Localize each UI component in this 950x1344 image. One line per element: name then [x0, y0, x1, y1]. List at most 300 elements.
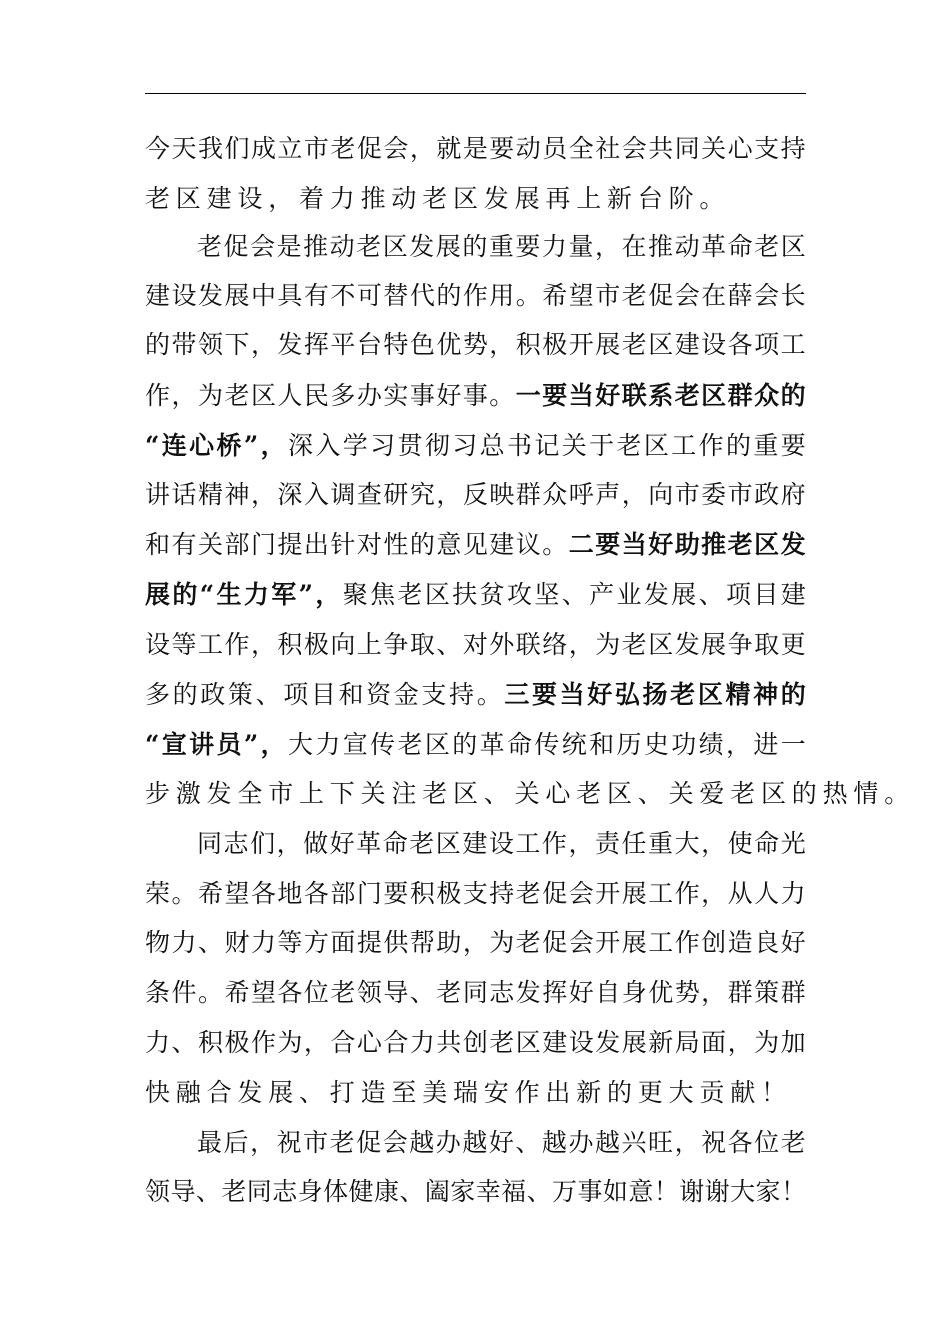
glyph: 为	[197, 381, 223, 410]
glyph: 讲	[145, 480, 171, 509]
glyph: 、	[515, 1128, 541, 1157]
glyph: 意	[628, 1177, 654, 1206]
glyph: 作	[674, 879, 700, 908]
glyph: 供	[383, 928, 409, 957]
glyph: 一	[780, 730, 806, 759]
glyph: 革	[701, 232, 727, 261]
glyph: 身	[297, 1177, 323, 1206]
glyph: 项	[283, 680, 309, 709]
glyph: 扬	[642, 680, 668, 709]
glyph: 产	[589, 580, 615, 609]
glyph: 老	[621, 330, 647, 359]
glyph: 越	[409, 1128, 435, 1157]
glyph: 的	[452, 730, 478, 759]
glyph: ，	[568, 630, 594, 659]
glyph: 老	[397, 580, 423, 609]
glyph: 长	[780, 281, 806, 310]
glyph: 的	[462, 232, 488, 261]
glyph: 为	[754, 1028, 780, 1057]
glyph: 宣	[342, 730, 368, 759]
glyph: 。	[476, 680, 502, 709]
glyph: 等	[277, 928, 303, 957]
glyph: 领	[145, 1177, 171, 1206]
glyph: 老	[489, 1028, 515, 1057]
glyph: 面	[330, 928, 356, 957]
glyph: 进	[753, 730, 779, 759]
glyph: ，	[260, 730, 286, 759]
glyph: 工	[648, 928, 674, 957]
glyph: 书	[507, 431, 533, 460]
glyph: 功	[671, 730, 697, 759]
glyph: 面	[701, 1028, 727, 1057]
glyph: 神	[753, 680, 779, 709]
glyph: ，	[726, 730, 752, 759]
glyph: 当	[621, 530, 647, 559]
glyph: 坚	[534, 580, 560, 609]
glyph: 设	[171, 281, 197, 310]
glyph: 区	[648, 630, 674, 659]
glyph: 万	[552, 1177, 578, 1206]
glyph: 的	[780, 381, 806, 410]
glyph: ，	[250, 1128, 276, 1157]
glyph: 自	[595, 978, 621, 1007]
glyph: 位	[303, 978, 329, 1007]
glyph: 力	[780, 879, 806, 908]
glyph: 老	[621, 630, 647, 659]
glyph: 事	[409, 381, 435, 410]
glyph: 发	[197, 281, 223, 310]
glyph: 调	[330, 480, 356, 509]
glyph: 办	[435, 1128, 461, 1157]
glyph: 大	[674, 829, 700, 858]
glyph: 命	[727, 232, 753, 261]
glyph: 精	[725, 680, 751, 709]
text-line	[197, 232, 806, 262]
glyph: 老	[329, 1128, 355, 1157]
glyph: 极	[436, 879, 462, 908]
glyph: 导	[170, 1177, 196, 1206]
glyph: 幸	[475, 1177, 501, 1206]
glyph: 展	[671, 580, 697, 609]
glyph: 当	[559, 680, 585, 709]
glyph: 向	[330, 630, 356, 659]
glyph: 势	[462, 330, 488, 359]
glyph: 办	[356, 381, 382, 410]
glyph: 好	[595, 381, 621, 410]
glyph: 研	[383, 480, 409, 509]
glyph: 业	[616, 580, 642, 609]
glyph: 有	[303, 281, 329, 310]
glyph: 要	[542, 381, 568, 410]
glyph: 习	[452, 431, 478, 460]
glyph: 支	[462, 879, 488, 908]
glyph: 在	[621, 232, 647, 261]
glyph: 开	[568, 330, 594, 359]
glyph: 学	[342, 431, 368, 460]
glyph: 大	[288, 730, 314, 759]
glyph: 项	[754, 330, 780, 359]
glyph: 积	[515, 330, 541, 359]
glyph: 作	[250, 1028, 276, 1057]
glyph: 会	[621, 134, 647, 163]
glyph: 积	[197, 1028, 223, 1057]
glyph: 区	[648, 330, 674, 359]
glyph: ，	[303, 1028, 329, 1057]
glyph: 络	[542, 630, 568, 659]
glyph: 意	[436, 530, 462, 559]
glyph: 资	[366, 680, 392, 709]
glyph: 发	[409, 232, 435, 261]
glyph: “	[199, 580, 215, 609]
glyph: 局	[674, 1028, 700, 1057]
glyph: 越	[541, 1128, 567, 1157]
glyph: 希	[197, 879, 223, 908]
glyph: 合	[330, 1028, 356, 1057]
glyph: 历	[616, 730, 642, 759]
glyph: 立	[277, 134, 303, 163]
glyph: 推	[303, 232, 329, 261]
glyph: 重	[488, 232, 514, 261]
glyph: 金	[393, 680, 419, 709]
glyph: 展	[621, 879, 647, 908]
text-line	[145, 978, 806, 1008]
glyph: 心	[356, 1028, 382, 1057]
glyph: ”	[243, 730, 259, 759]
glyph: 查	[356, 480, 382, 509]
glyph: 区	[697, 680, 723, 709]
glyph: 外	[489, 630, 515, 659]
glyph: 人	[754, 879, 780, 908]
glyph: 从	[727, 879, 753, 908]
glyph: 志	[489, 978, 515, 1007]
glyph: 力	[541, 232, 567, 261]
glyph: 入	[303, 480, 329, 509]
glyph: 创	[701, 928, 727, 957]
glyph: 兴	[621, 1128, 647, 1157]
glyph: 具	[277, 281, 303, 310]
glyph: 老	[330, 134, 356, 163]
glyph: ，	[701, 879, 727, 908]
glyph: 区	[424, 730, 450, 759]
glyph: 共	[648, 134, 674, 163]
glyph: 、	[197, 928, 223, 957]
glyph: 好	[568, 978, 594, 1007]
glyph: 、	[561, 580, 587, 609]
glyph: ！	[653, 1177, 679, 1206]
glyph: 人	[277, 381, 303, 410]
glyph: 老	[436, 978, 462, 1007]
glyph: 工	[780, 330, 806, 359]
glyph: 入	[315, 431, 341, 460]
glyph: 市	[303, 134, 329, 163]
text-line	[145, 431, 806, 461]
glyph: 支	[421, 680, 447, 709]
glyph: 府	[780, 480, 806, 509]
glyph: 争	[383, 630, 409, 659]
glyph: 就	[436, 134, 462, 163]
text-line	[145, 184, 806, 214]
glyph: 一	[515, 381, 541, 410]
glyph: ，	[250, 480, 276, 509]
glyph: 发	[643, 580, 669, 609]
glyph: 促	[542, 879, 568, 908]
glyph: 要	[383, 879, 409, 908]
glyph: 目	[753, 580, 779, 609]
text-line	[145, 330, 806, 360]
glyph: 加	[780, 1028, 806, 1057]
glyph: 发	[515, 978, 541, 1007]
glyph: 深	[277, 480, 303, 509]
glyph: 谢	[679, 1177, 705, 1206]
glyph: 条	[145, 978, 171, 1007]
glyph: 中	[250, 281, 276, 310]
glyph: 作	[698, 431, 724, 460]
glyph: 可	[356, 281, 382, 310]
glyph: 同	[462, 978, 488, 1007]
glyph: 弘	[614, 680, 640, 709]
glyph: 出	[303, 530, 329, 559]
glyph: 史	[643, 730, 669, 759]
glyph: 向	[648, 480, 674, 509]
glyph: 希	[224, 978, 250, 1007]
glyph: 老	[221, 1177, 247, 1206]
glyph: 会	[383, 134, 409, 163]
glyph: 、	[255, 680, 281, 709]
text-segment: 老区建设，着力推动老区发展再上新台阶。	[145, 184, 731, 213]
glyph: 心	[189, 431, 215, 460]
glyph: 好	[436, 381, 462, 410]
glyph: 连	[161, 431, 187, 460]
glyph: 势	[674, 978, 700, 1007]
glyph: 、	[171, 1028, 197, 1057]
glyph: 代	[409, 281, 435, 310]
glyph: 策	[754, 978, 780, 1007]
glyph: 区	[250, 381, 276, 410]
glyph: 新	[648, 1028, 674, 1057]
glyph: 聚	[342, 580, 368, 609]
glyph: 旺	[648, 1128, 674, 1157]
glyph: 良	[754, 928, 780, 957]
glyph: 发	[595, 1028, 621, 1057]
glyph: 民	[303, 381, 329, 410]
glyph: 为	[489, 928, 515, 957]
glyph: 设	[568, 1028, 594, 1057]
glyph: 和	[589, 730, 615, 759]
glyph: 心	[727, 134, 753, 163]
glyph: 区	[424, 580, 450, 609]
glyph: 最	[197, 1128, 223, 1157]
glyph: 持	[780, 134, 806, 163]
glyph: 要	[780, 431, 806, 460]
glyph: 会	[382, 1128, 408, 1157]
glyph: 同	[246, 1177, 272, 1206]
glyph: 工	[648, 879, 674, 908]
glyph: 、	[698, 580, 724, 609]
glyph: ，	[489, 330, 515, 359]
glyph: 会	[674, 281, 700, 310]
glyph: 物	[145, 928, 171, 957]
glyph: ，	[260, 431, 286, 460]
glyph: ，	[409, 134, 435, 163]
glyph: 老	[330, 978, 356, 1007]
text-line	[145, 779, 916, 809]
glyph: 老	[356, 232, 382, 261]
glyph: ，	[727, 1028, 753, 1057]
glyph: 区	[701, 381, 727, 410]
glyph: 力	[409, 1028, 435, 1057]
glyph: 促	[356, 1128, 382, 1157]
glyph: 习	[370, 431, 396, 460]
glyph: 事	[577, 1177, 603, 1206]
text-segment: 快融合发展、打造至美瑞安作出新的更大贡献！	[145, 1078, 792, 1107]
glyph: 设	[145, 630, 171, 659]
glyph: 责	[594, 829, 620, 858]
glyph: 扶	[452, 580, 478, 609]
glyph: 全	[568, 134, 594, 163]
glyph: 精	[197, 480, 223, 509]
glyph: 合	[383, 1028, 409, 1057]
glyph: 位	[754, 1128, 780, 1157]
glyph: “	[145, 431, 160, 460]
glyph: 做	[303, 829, 329, 858]
glyph: ，	[594, 232, 620, 261]
glyph: 色	[409, 330, 435, 359]
glyph: 积	[277, 630, 303, 659]
text-line	[145, 134, 806, 164]
glyph: 优	[648, 978, 674, 1007]
glyph: 各	[250, 879, 276, 908]
glyph: ！	[780, 1177, 806, 1206]
glyph: 市	[595, 281, 621, 310]
glyph: 志	[223, 829, 249, 858]
glyph: 老	[621, 281, 647, 310]
glyph: 攻	[507, 580, 533, 609]
glyph: ，	[701, 829, 727, 858]
glyph: 动	[674, 232, 700, 261]
glyph: 的	[172, 580, 198, 609]
glyph: 。	[515, 281, 541, 310]
glyph: 带	[171, 330, 197, 359]
glyph: 优	[436, 330, 462, 359]
glyph: 老	[674, 381, 700, 410]
glyph: 部	[224, 530, 250, 559]
glyph: 展	[224, 281, 250, 310]
glyph: 策	[227, 680, 253, 709]
glyph: 项	[726, 580, 752, 609]
glyph: 众	[542, 480, 568, 509]
glyph: 越	[462, 1128, 488, 1157]
glyph: 好	[780, 928, 806, 957]
glyph: 要	[489, 134, 515, 163]
glyph: 极	[224, 1028, 250, 1057]
glyph: 同	[197, 829, 223, 858]
glyph: 造	[727, 928, 753, 957]
glyph: 市	[727, 480, 753, 509]
glyph: 统	[561, 730, 587, 759]
glyph: 目	[310, 680, 336, 709]
glyph: 部	[330, 879, 356, 908]
glyph: 区	[643, 431, 669, 460]
glyph: 各	[277, 978, 303, 1007]
glyph: 政	[200, 680, 226, 709]
glyph: 作	[674, 928, 700, 957]
glyph: 上	[356, 630, 382, 659]
glyph: 身	[621, 978, 647, 1007]
glyph: 力	[250, 928, 276, 957]
glyph: 于	[589, 431, 615, 460]
glyph: 老	[515, 928, 541, 957]
glyph: 性	[383, 530, 409, 559]
glyph: 老	[780, 1128, 806, 1157]
glyph: 。	[171, 879, 197, 908]
glyph: 好	[488, 1128, 514, 1157]
glyph: 老	[409, 829, 435, 858]
glyph: 区	[754, 530, 780, 559]
glyph: 领	[197, 330, 223, 359]
glyph: 健	[348, 1177, 374, 1206]
glyph: 我	[197, 134, 223, 163]
glyph: 、	[436, 630, 462, 659]
glyph: 取	[754, 630, 780, 659]
glyph: 建	[489, 530, 515, 559]
glyph: 会	[250, 232, 276, 261]
text-line	[145, 281, 806, 311]
glyph: 军	[271, 580, 297, 609]
glyph: 见	[462, 530, 488, 559]
glyph: 不	[330, 281, 356, 310]
glyph: 下	[224, 330, 250, 359]
glyph: 的	[172, 680, 198, 709]
glyph: 、	[399, 1177, 425, 1206]
text-line	[145, 928, 806, 958]
text-line	[145, 530, 806, 560]
glyph: 家	[450, 1177, 476, 1206]
glyph: 重	[753, 431, 779, 460]
glyph: 呼	[568, 480, 594, 509]
glyph: 积	[409, 879, 435, 908]
glyph: 彻	[424, 431, 450, 460]
glyph: ，	[701, 978, 727, 1007]
glyph: 员	[542, 134, 568, 163]
glyph: 天	[171, 134, 197, 163]
glyph: 当	[568, 381, 594, 410]
glyph: 区	[435, 829, 461, 858]
glyph: 。	[489, 381, 515, 410]
glyph: 展	[701, 630, 727, 659]
glyph: 各	[727, 330, 753, 359]
glyph: 深	[288, 431, 314, 460]
glyph: 老	[754, 232, 780, 261]
glyph: 力	[315, 730, 341, 759]
glyph: 老	[224, 381, 250, 410]
glyph: 为	[277, 1028, 303, 1057]
glyph: ，	[250, 330, 276, 359]
glyph: 市	[303, 1128, 329, 1157]
glyph: 群	[727, 978, 753, 1007]
glyph: 二	[568, 530, 594, 559]
glyph: 建	[674, 330, 700, 359]
glyph: 工	[671, 431, 697, 460]
glyph: 助	[674, 530, 700, 559]
glyph: 门	[356, 879, 382, 908]
glyph: 命	[382, 829, 408, 858]
glyph: 好	[587, 680, 613, 709]
glyph: 贯	[397, 431, 423, 460]
glyph: 替	[383, 281, 409, 310]
glyph: 动	[329, 232, 355, 261]
glyph: 方	[303, 928, 329, 957]
glyph: 帮	[409, 928, 435, 957]
